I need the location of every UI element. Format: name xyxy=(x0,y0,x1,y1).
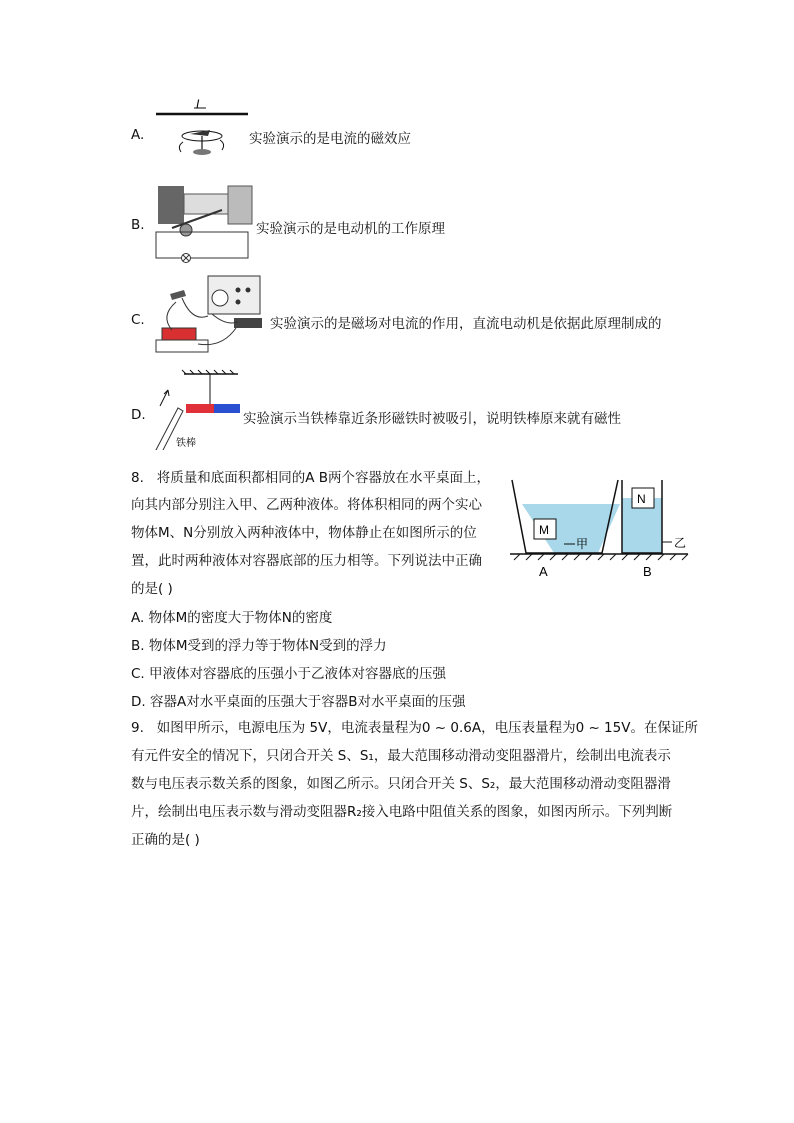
q8-option-b[interactable]: B. 物体M受到的浮力等于物体N受到的浮力 xyxy=(131,638,387,654)
container-a-label: A xyxy=(539,564,548,579)
q8-option-a[interactable]: A. 物体M的密度大于物体N的密度 xyxy=(131,610,333,626)
option-d-letter: D. xyxy=(131,407,146,423)
container-b-label: B xyxy=(643,564,652,579)
option-c-text: 实验演示的是磁场对电流的作用，直流电动机是依据此原理制成的 xyxy=(270,316,662,332)
generator-figure xyxy=(152,180,256,264)
option-a-letter: A. xyxy=(131,127,145,143)
q8-line-4: 置，此时两种液体对容器底部的压力相等。下列说法中正确 xyxy=(131,553,482,569)
current-label: I xyxy=(196,97,200,111)
q8-line-1: 将质量和底面积都相同的A B两个容器放在水平桌面上， xyxy=(156,470,491,486)
q8-line-3: 物体M、N分别放入两种液体中，物体静止在如图所示的位 xyxy=(131,525,477,541)
q8-option-d[interactable]: D. 容器A对水平桌面的压强大于容器B对水平桌面的压强 xyxy=(131,694,466,710)
option-a-text: 实验演示的是电流的磁效应 xyxy=(249,131,411,147)
option-b-text: 实验演示的是电动机的工作原理 xyxy=(256,221,445,237)
option-d-text: 实验演示当铁棒靠近条形磁铁时被吸引，说明铁棒原来就有磁性 xyxy=(243,411,621,427)
iron-rod-label: 铁棒 xyxy=(176,438,196,449)
liquid-a-label: 甲 xyxy=(576,537,589,551)
q9-line-5: 正确的是( ) xyxy=(131,832,200,848)
magnet-rod-figure xyxy=(150,366,250,450)
option-b-letter: B. xyxy=(131,217,145,233)
q9-stem xyxy=(131,718,698,738)
q8-option-c[interactable]: C. 甲液体对容器底的压强小于乙液体对容器底的压强 xyxy=(131,666,447,682)
block-m-label: M xyxy=(539,523,549,537)
q8-containers-figure xyxy=(508,476,692,584)
option-c-letter: C. xyxy=(131,312,145,328)
q9-line-3: 数与电压表示数关系的图象，如图乙所示。只闭合开关 S、S₂，最大范围移动滑动变阻器滑 xyxy=(131,776,671,792)
q8-line-5: 的是( ) xyxy=(131,581,173,597)
block-n-label: N xyxy=(637,492,646,506)
q9-line-1: 如图甲所示，电源电压为 5V，电流表量程为0 ~ 0.6A，电压表量程为0 ~ 15V。在保证所 xyxy=(156,720,698,736)
q9-number: 9. xyxy=(131,720,144,736)
q8-line-2: 向其内部分别注入甲、乙两种液体。将体积相同的两个实心 xyxy=(131,497,482,513)
q9-line-2: 有元件安全的情况下，只闭合开关 S、S₁，最大范围移动滑动变阻器滑片，绘制出电流表示 xyxy=(131,748,671,764)
q8-number: 8. xyxy=(131,470,144,486)
q8-stem xyxy=(131,468,490,488)
oersted-figure xyxy=(150,92,250,160)
liquid-b-label: 乙 xyxy=(674,536,687,550)
q9-line-4: 片，绘制出电压表示数与滑动变阻器R₂接入电路中阻值关系的图象，如图丙所示。下列判断 xyxy=(131,804,673,820)
motor-experiment-figure xyxy=(152,272,270,360)
